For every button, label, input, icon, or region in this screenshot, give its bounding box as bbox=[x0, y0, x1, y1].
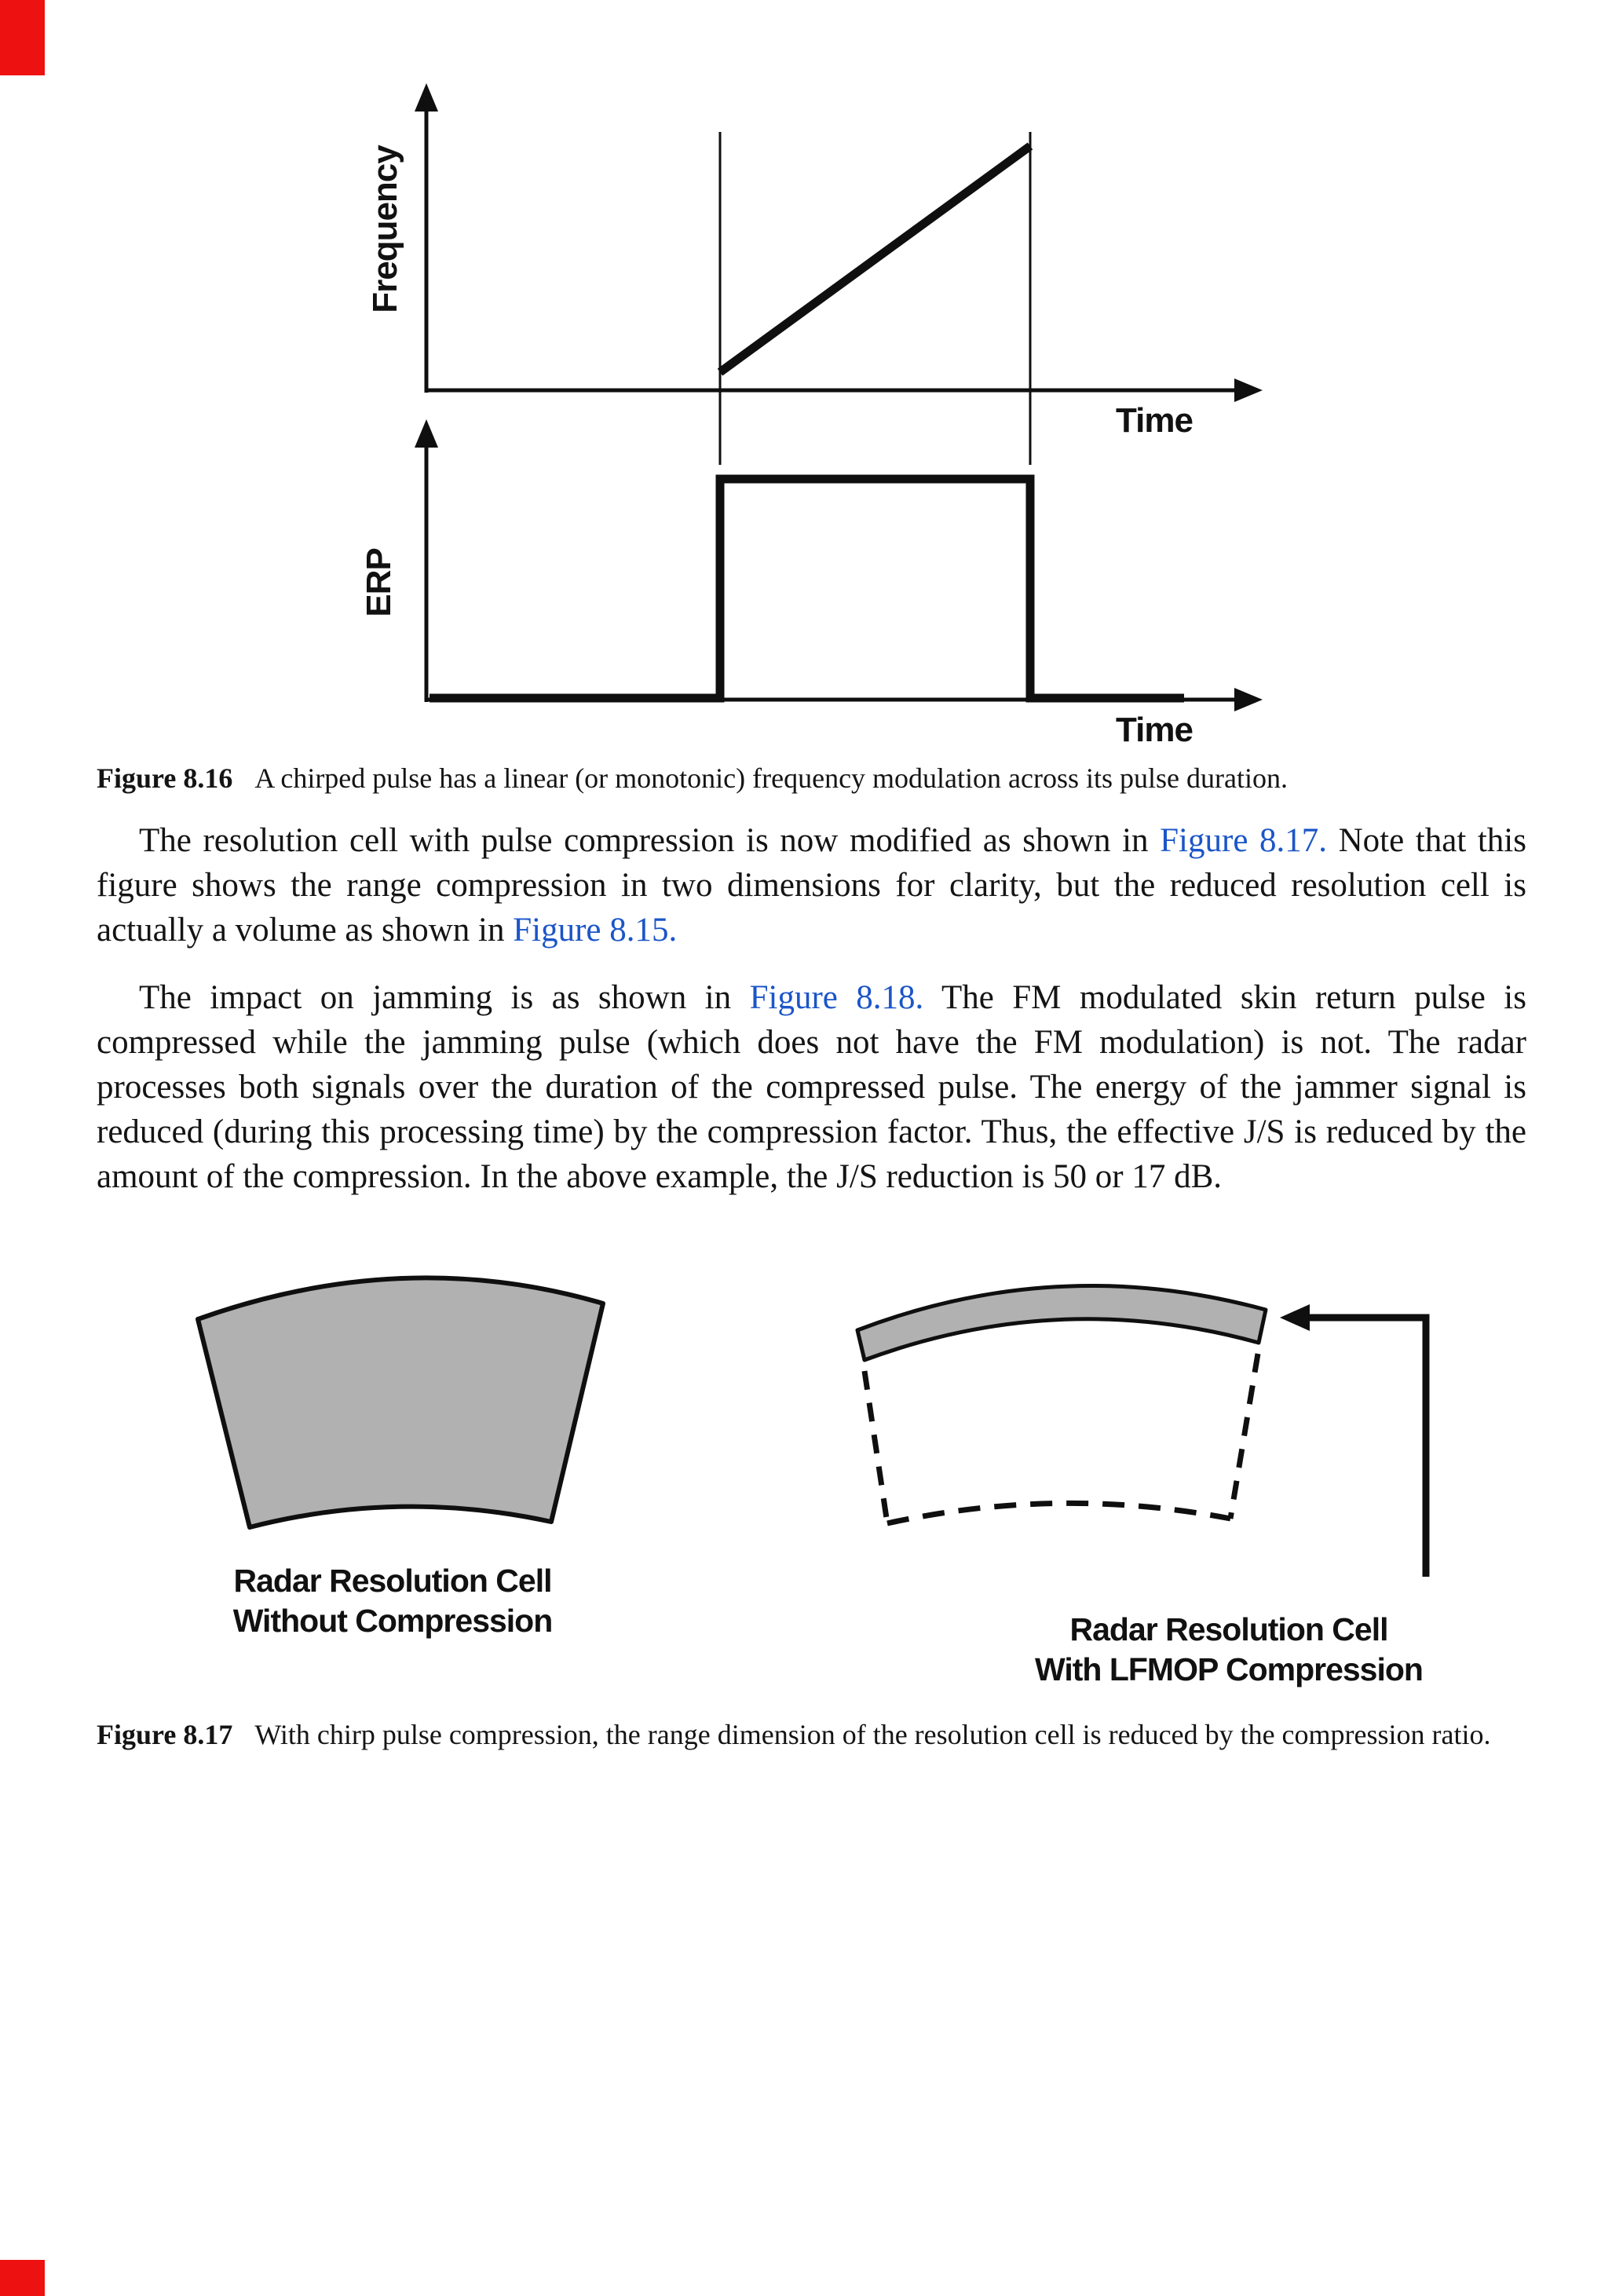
compression-pointer-arrow bbox=[1280, 1304, 1426, 1577]
figure-8-16-caption bbox=[97, 760, 1526, 796]
paragraph-text: The impact on jamming is as shown in bbox=[139, 979, 750, 1016]
paragraph-text: Note that this figure shows the range compression in two dimensions for clarity, but the reduced resolution cell is actually a volume as shown in bbox=[97, 822, 1526, 949]
compressed-cell-dashed-outline bbox=[865, 1354, 1258, 1523]
dashed-bottom-arc bbox=[887, 1503, 1230, 1523]
erp-y-axis-arrowhead bbox=[415, 419, 438, 448]
dashed-left-side bbox=[865, 1371, 887, 1523]
figure-8-17-caption bbox=[97, 1717, 1526, 1753]
right-cell-label bbox=[1013, 1610, 1445, 1690]
time-label-top: Time bbox=[1116, 401, 1193, 440]
figure-8-16-diagram bbox=[0, 0, 1623, 793]
freq-axis-label: Frequency bbox=[366, 145, 404, 313]
figure-8-15-link[interactable]: Figure 8.15. bbox=[513, 912, 678, 949]
figure-8-17-diagram bbox=[0, 1225, 1623, 1594]
time-label-bottom: Time bbox=[1116, 711, 1193, 749]
right-cell-label-line1: Radar Resolution Cell bbox=[1069, 1611, 1388, 1647]
compressed-resolution-cell-band bbox=[857, 1286, 1266, 1360]
erp-axis-label: ERP bbox=[360, 548, 398, 617]
paragraph-resolution-cell bbox=[97, 818, 1526, 952]
left-cell-label-line2: Without Compression bbox=[232, 1603, 553, 1639]
right-cell-label-line2: With LFMOP Compression bbox=[1035, 1651, 1423, 1687]
erp-time-plot bbox=[415, 419, 1263, 711]
erp-pulse-trace bbox=[430, 479, 1184, 698]
uncompressed-resolution-cell bbox=[198, 1278, 603, 1527]
figure-8-17-caption-label: Figure 8.17 bbox=[97, 1719, 233, 1750]
figure-8-17-link[interactable]: Figure 8.17. bbox=[1160, 822, 1328, 859]
left-cell-label bbox=[196, 1561, 589, 1641]
figure-8-17-caption-text: With chirp pulse compression, the range dimension of the resolution cell is reduced by the compression ratio. bbox=[254, 1719, 1491, 1750]
figure-8-16-caption-text: A chirped pulse has a linear (or monotonic) frequency modulation across its pulse duration. bbox=[254, 762, 1288, 794]
figure-8-16-caption-label: Figure 8.16 bbox=[97, 762, 233, 794]
erp-x-axis-arrowhead bbox=[1234, 688, 1263, 711]
paragraph-jamming-impact bbox=[97, 975, 1526, 1199]
freq-y-axis-arrowhead bbox=[415, 83, 438, 112]
page-edge-mark-bottom bbox=[0, 2260, 45, 2296]
freq-x-axis-arrowhead bbox=[1234, 378, 1263, 402]
left-cell-label-line1: Radar Resolution Cell bbox=[233, 1563, 552, 1599]
paragraph-text: The resolution cell with pulse compression is now modified as shown in bbox=[139, 822, 1161, 859]
arrowhead-left bbox=[1280, 1304, 1310, 1331]
paragraph-text: The FM modulated skin return pulse is compressed while the jamming pulse (which does not have the FM modulation) is not. The radar processes both signals over the duration of the compressed pulse. The energy of the jammer signal is reduced (during this processing time) by the compression factor. Thus, the effective J/S is reduced by the amount of the compression. In the above example, the J/S reduction is 50 or 17 dB. bbox=[97, 979, 1526, 1195]
chirp-frequency-ramp bbox=[720, 146, 1030, 372]
figure-8-18-link[interactable]: Figure 8.18. bbox=[749, 979, 924, 1016]
dashed-right-side bbox=[1230, 1354, 1258, 1519]
